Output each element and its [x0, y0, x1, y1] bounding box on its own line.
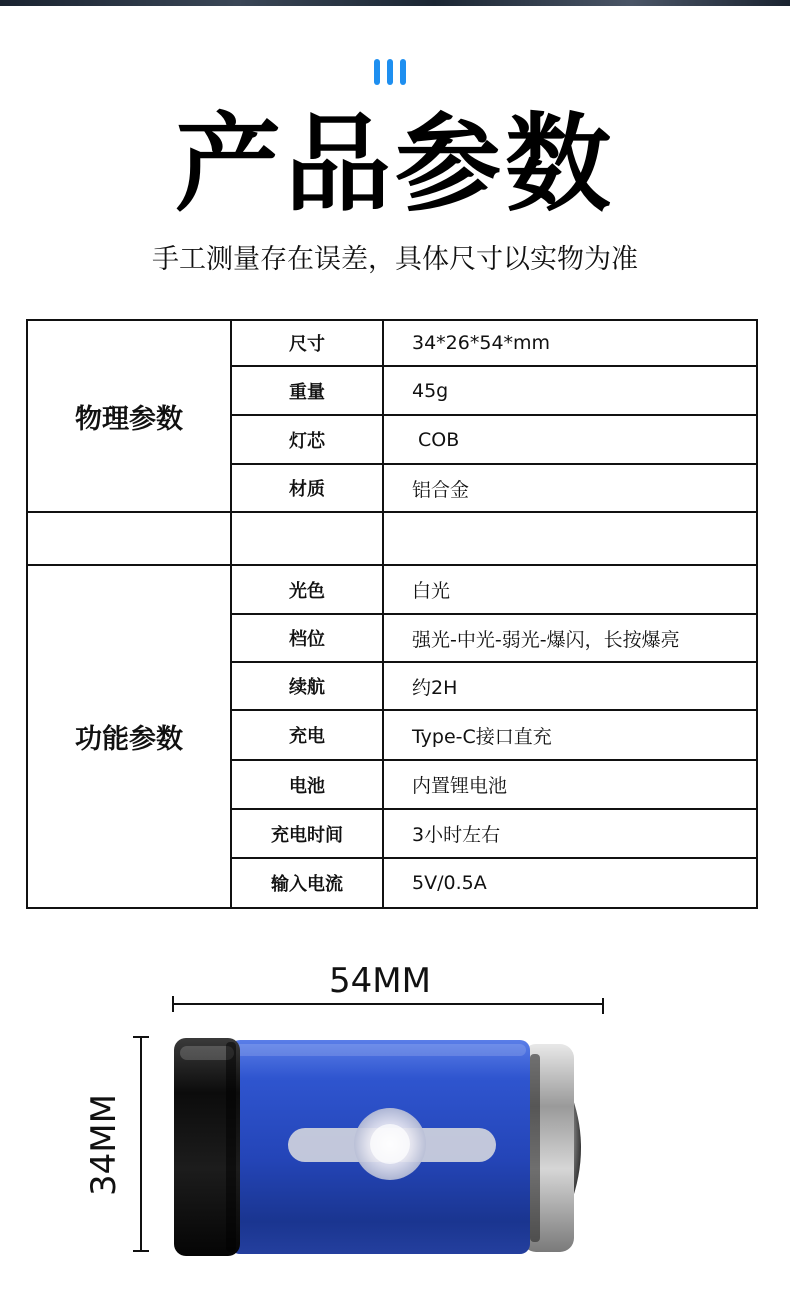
- spec-key: 重量: [231, 366, 383, 415]
- spec-key: 材质: [231, 464, 383, 512]
- table-row: [27, 565, 757, 614]
- page-title: 产品参数: [175, 103, 615, 226]
- spec-value: 内置锂电池: [383, 760, 757, 809]
- width-dimension-line: [173, 1003, 603, 1005]
- spec-value: 铝合金: [383, 464, 757, 512]
- spec-key: 充电时间: [231, 809, 383, 858]
- spec-value: 约2H: [383, 662, 757, 710]
- page-subtitle: 手工测量存在误差，具体尺寸以实物为准: [152, 244, 638, 275]
- spec-value: COB: [383, 415, 757, 464]
- three-bars-icon: [374, 59, 416, 85]
- spec-key: 灯芯: [231, 415, 383, 464]
- table-row: [27, 320, 757, 366]
- spec-key: 尺寸: [231, 320, 383, 366]
- empty-cell: [27, 512, 231, 565]
- spec-value: 45g: [383, 366, 757, 415]
- empty-cell: [383, 512, 757, 565]
- flashlight-icon: [172, 1036, 592, 1258]
- spec-value: 3小时左右: [383, 809, 757, 858]
- group-label-functional: 功能参数: [27, 565, 231, 908]
- group-label-physical: 物理参数: [27, 320, 231, 512]
- height-dimension-wrap: [82, 1080, 126, 1210]
- spec-key: 档位: [231, 614, 383, 662]
- width-dimension-tick: [602, 998, 604, 1014]
- spec-value: 强光-中光-弱光-爆闪，长按爆亮: [383, 614, 757, 662]
- width-dimension-tick: [172, 996, 174, 1012]
- height-dimension-tick: [133, 1250, 149, 1252]
- top-banner-strip: [0, 0, 790, 6]
- spec-key: 电池: [231, 760, 383, 809]
- height-dimension-label: 34MM: [84, 1094, 124, 1196]
- table-row-empty: [27, 512, 757, 565]
- spec-key: 续航: [231, 662, 383, 710]
- spec-value: 34*26*54*mm: [383, 320, 757, 366]
- width-dimension-label: 54MM: [329, 961, 431, 1001]
- height-dimension-tick: [133, 1036, 149, 1038]
- height-dimension-line: [140, 1037, 142, 1251]
- spec-table: [26, 319, 758, 909]
- spec-key: 充电: [231, 710, 383, 760]
- spec-value: 5V/0.5A: [383, 858, 757, 908]
- spec-key: 光色: [231, 565, 383, 614]
- spec-value: 白光: [383, 565, 757, 614]
- spec-value: Type-C接口直充: [383, 710, 757, 760]
- spec-key: 输入电流: [231, 858, 383, 908]
- empty-cell: [231, 512, 383, 565]
